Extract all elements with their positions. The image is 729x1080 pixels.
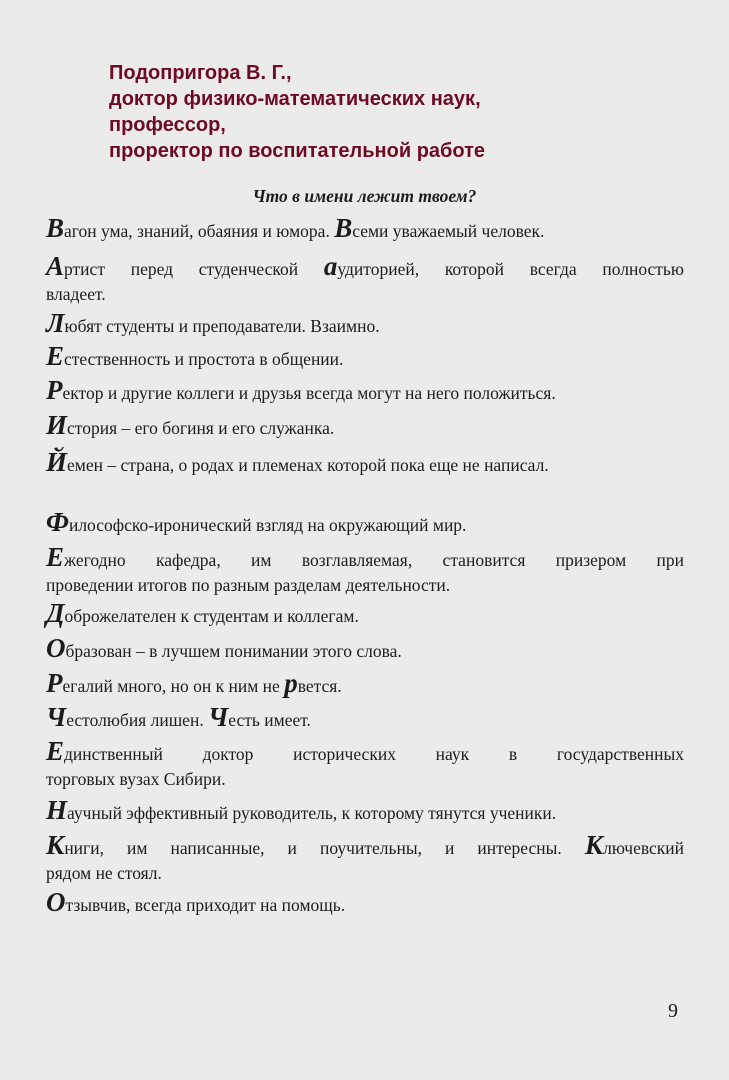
acrostic-line	[46, 375, 684, 406]
acrostic-line	[46, 308, 684, 339]
acrostic-line	[46, 795, 684, 826]
acrostic-capital: Ч	[208, 702, 229, 732]
author-position: проректор по воспитательной работе	[109, 140, 486, 162]
acrostic-text: естолюбия лишен.	[66, 710, 209, 730]
acrostic-text: оброжелателен к студентам и коллегам.	[64, 606, 359, 626]
acrostic-text-continued: рядом не стоял.	[46, 863, 162, 883]
acrostic-capital: Р	[46, 375, 63, 405]
acrostic-capital: К	[46, 830, 65, 860]
page-number: 9	[668, 1000, 678, 1022]
acrostic-text: стория – его богиня и его служанка.	[67, 418, 335, 438]
acrostic-text: лючевский	[603, 838, 684, 858]
acrostic-text: илософско-иронический взгляд на окружающий мир.	[68, 515, 467, 535]
acrostic-capital: Р	[46, 668, 63, 698]
acrostic-text-continued: проведении итогов по разным разделам деятельности.	[46, 575, 451, 595]
acrostic-text: есть имеет.	[228, 710, 311, 730]
acrostic-capital: Е	[46, 542, 65, 572]
acrostic-capital: р	[284, 668, 298, 698]
acrostic-text-continued: торговых вузах Сибири.	[46, 769, 226, 789]
acrostic-line	[46, 830, 684, 886]
acrostic-text: тзывчив, всегда приходит на помощь.	[65, 895, 346, 915]
acrostic-line	[46, 668, 684, 699]
acrostic-line	[46, 447, 684, 478]
acrostic-capital: Й	[46, 447, 68, 477]
acrostic-capital: К	[584, 830, 604, 860]
acrostic-capital: Н	[46, 795, 68, 825]
acrostic-capital: А	[46, 251, 65, 281]
author-header	[109, 60, 485, 164]
acrostic-capital: Ч	[46, 702, 67, 732]
author-degree: доктор физико-математических наук,	[109, 88, 481, 110]
acrostic-line	[46, 702, 684, 733]
acrostic-line	[46, 213, 684, 244]
acrostic-line	[46, 736, 684, 792]
acrostic-capital: В	[46, 213, 65, 243]
acrostic-capital: Л	[46, 308, 65, 338]
acrostic-line	[46, 887, 684, 918]
acrostic-capital: И	[46, 410, 68, 440]
acrostic-text: юбят студенты и преподаватели. Взаимно.	[64, 316, 380, 336]
acrostic-text: емен – страна, о родах и племенах которой пока еще не написал.	[67, 455, 549, 475]
acrostic-capital: О	[46, 887, 66, 917]
acrostic-line	[46, 341, 684, 372]
acrostic-text: егалий много, но он к ним не	[62, 676, 285, 696]
poem-title: Что в имени лежит твоем?	[252, 186, 477, 206]
acrostic-capital: а	[323, 251, 338, 281]
acrostic-text: жегодно кафедра, им возглавляемая, становится призером при	[64, 550, 684, 570]
acrostic-line	[46, 507, 684, 538]
acrostic-capital: Ф	[46, 507, 69, 537]
acrostic-text: аучный эффективный руководитель, к которому тянутся ученики.	[67, 803, 557, 823]
acrostic-line	[46, 410, 684, 441]
acrostic-line	[46, 598, 684, 629]
author-title: профессор,	[109, 114, 226, 136]
author-name: Подопригора В. Г.,	[109, 62, 292, 84]
acrostic-capital: В	[334, 213, 353, 243]
acrostic-capital: Е	[46, 736, 65, 766]
acrostic-capital: Е	[46, 341, 65, 371]
acrostic-text-continued: владеет.	[46, 284, 106, 304]
acrostic-text: агон ума, знаний, обаяния и юмора.	[64, 221, 335, 241]
acrostic-text: стественность и простота в общении.	[64, 349, 344, 369]
acrostic-text: динственный доктор исторических наук в государственных	[64, 744, 684, 764]
acrostic-text: удиторией, которой всегда полностью	[337, 259, 684, 279]
acrostic-text: ектор и другие коллеги и друзья всегда могут на него положиться.	[62, 383, 556, 403]
acrostic-text: бразован – в лучшем понимании этого слова.	[65, 641, 402, 661]
acrostic-line	[46, 251, 684, 307]
acrostic-line	[46, 633, 684, 664]
acrostic-text: вется.	[297, 676, 342, 696]
acrostic-text: ниги, им написанные, и поучительны, и интересны.	[64, 838, 585, 858]
acrostic-line	[46, 542, 684, 598]
acrostic-capital: Д	[46, 598, 65, 628]
acrostic-text: семи уважаемый человек.	[352, 221, 545, 241]
acrostic-capital: О	[46, 633, 66, 663]
acrostic-text: ртист перед студенческой	[64, 259, 324, 279]
